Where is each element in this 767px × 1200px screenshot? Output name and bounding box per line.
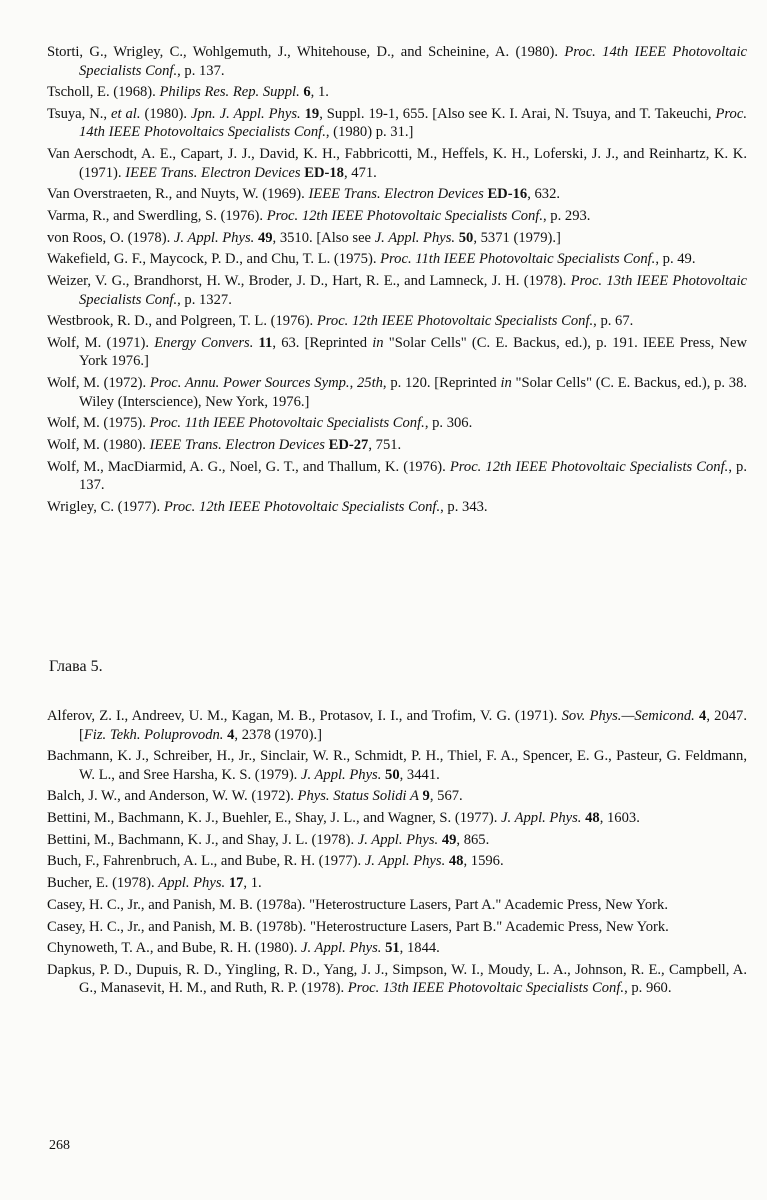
reference-entry: Westbrook, R. D., and Polgreen, T. L. (1976). Proc. 12th IEEE Photovoltaic Specialists Conf., p. 67. <box>47 313 634 330</box>
reference-list-chapter-5 <box>47 707 747 1001</box>
reference-entry: Bachmann, K. J., Schreiber, H., Jr., Sinclair, W. R., Schmidt, P. H., Thiel, F. A., Spencer, E. G., Pasteur, G. Feldmann, W. L., and Sree Harsha, K. S. (1979). J. Appl. Phys. 50, 3441. <box>47 748 747 783</box>
chapter-heading: Глава 5. <box>49 658 103 675</box>
reference-entry: Bucher, E. (1978). Appl. Phys. 17, 1. <box>47 875 262 892</box>
reference-entry: Storti, G., Wrigley, C., Wohlgemuth, J., Whitehouse, D., and Scheinine, A. (1980). Proc. 14th IEEE Photovoltaic Specialists Conf., p. 137. <box>47 44 748 79</box>
reference-entry: Buch, F., Fahrenbruch, A. L., and Bube, R. H. (1977). J. Appl. Phys. 48, 1596. <box>47 853 504 870</box>
reference-entry: Casey, H. C., Jr., and Panish, M. B. (1978a). "Heterostructure Lasers, Part A." Academic Press, New York. <box>47 896 668 913</box>
reference-entry: Wolf, M. (1980). IEEE Trans. Electron Devices ED-27, 751. <box>47 436 402 453</box>
reference-entry: Wolf, M., MacDiarmid, A. G., Noel, G. T., and Thallum, K. (1976). Proc. 12th IEEE Photovoltaic Specialists Conf., p. 137. <box>47 458 747 494</box>
reference-entry: Balch, J. W., and Anderson, W. W. (1972). Phys. Status Solidi A 9, 567. <box>47 788 463 805</box>
reference-entry: Wakefield, G. F., Maycock, P. D., and Chu, T. L. (1975). Proc. 11th IEEE Photovoltaic Specialists Conf., p. 49. <box>47 251 696 268</box>
reference-entry: Wolf, M. (1971). Energy Convers. 11, 63. [Reprinted in "Solar Cells" (C. E. Backus, ed.), p. 191. IEEE Press, New York 1976.] <box>47 334 747 370</box>
reference-entry: Alferov, Z. I., Andreev, U. M., Kagan, M. B., Protasov, I. I., and Trofim, V. G. (1971). Sov. Phys.—Semicond. 4, 2047. [Fiz. Tekh. Poluprovodn. 4, 2378 (1970).] <box>47 708 748 743</box>
reference-entry: Tsuya, N., et al. (1980). Jpn. J. Appl. Phys. 19, Suppl. 19-1, 655. [Also see K. I. Arai, N. Tsuya, and T. Takeuchi, Proc. 14th IEEE Photovoltaics Specialists Conf., (1980) p. 31.] <box>47 105 747 141</box>
reference-entry: Van Aerschodt, A. E., Capart, J. J., David, K. H., Fabbricotti, M., Heffels, K. H., Loferski, J. J., and Reinhartz, K. K. (1971). IEEE Trans. Electron Devices ED-18, 471. <box>47 146 747 181</box>
reference-entry: Casey, H. C., Jr., and Panish, M. B. (1978b). "Heterostructure Lasers, Part B." Academic Press, New York. <box>47 918 669 935</box>
reference-entry: Wolf, M. (1975). Proc. 11th IEEE Photovoltaic Specialists Conf., p. 306. <box>47 415 473 432</box>
reference-entry: Dapkus, P. D., Dupuis, R. D., Yingling, R. D., Yang, J. J., Simpson, W. I., Moudy, L. A., Johnson, R. E., Campbell, A. G., Manasevit, H. M., and Ruth, R. P. (1978). Proc. 13th IEEE Photovoltaic Specialists Conf., p. 960. <box>47 961 747 997</box>
reference-list-chapter-4 <box>47 43 747 520</box>
reference-entry: Bettini, M., Bachmann, K. J., and Shay, J. L. (1978). J. Appl. Phys. 49, 865. <box>47 831 490 848</box>
reference-entry: von Roos, O. (1978). J. Appl. Phys. 49, 3510. [Also see J. Appl. Phys. 50, 5371 (1979).] <box>47 229 561 246</box>
reference-entry: Wrigley, C. (1977). Proc. 12th IEEE Photovoltaic Specialists Conf., p. 343. <box>47 498 488 515</box>
reference-entry: Wolf, M. (1972). Proc. Annu. Power Sources Symp., 25th, p. 120. [Reprinted in "Solar Cells" (C. E. Backus, ed.), p. 38. Wiley (Interscience), New York, 1976.] <box>47 375 748 410</box>
reference-entry: Tscholl, E. (1968). Philips Res. Rep. Suppl. 6, 1. <box>47 84 329 101</box>
reference-entry: Van Overstraeten, R., and Nuyts, W. (1969). IEEE Trans. Electron Devices ED-16, 632. <box>47 186 561 203</box>
page-number: 268 <box>49 1138 70 1153</box>
reference-entry: Weizer, V. G., Brandhorst, H. W., Broder, J. D., Hart, R. E., and Lamneck, J. H. (1978). Proc. 13th IEEE Photovoltaic Specialists Conf., p. 1327. <box>47 273 747 308</box>
reference-entry: Chynoweth, T. A., and Bube, R. H. (1980). J. Appl. Phys. 51, 1844. <box>47 940 440 957</box>
reference-entry: Bettini, M., Bachmann, K. J., Buehler, E., Shay, J. L., and Wagner, S. (1977). J. Appl. Phys. 48, 1603. <box>47 810 640 827</box>
reference-entry: Varma, R., and Swerdling, S. (1976). Proc. 12th IEEE Photovoltaic Specialists Conf., p. 293. <box>47 207 591 224</box>
